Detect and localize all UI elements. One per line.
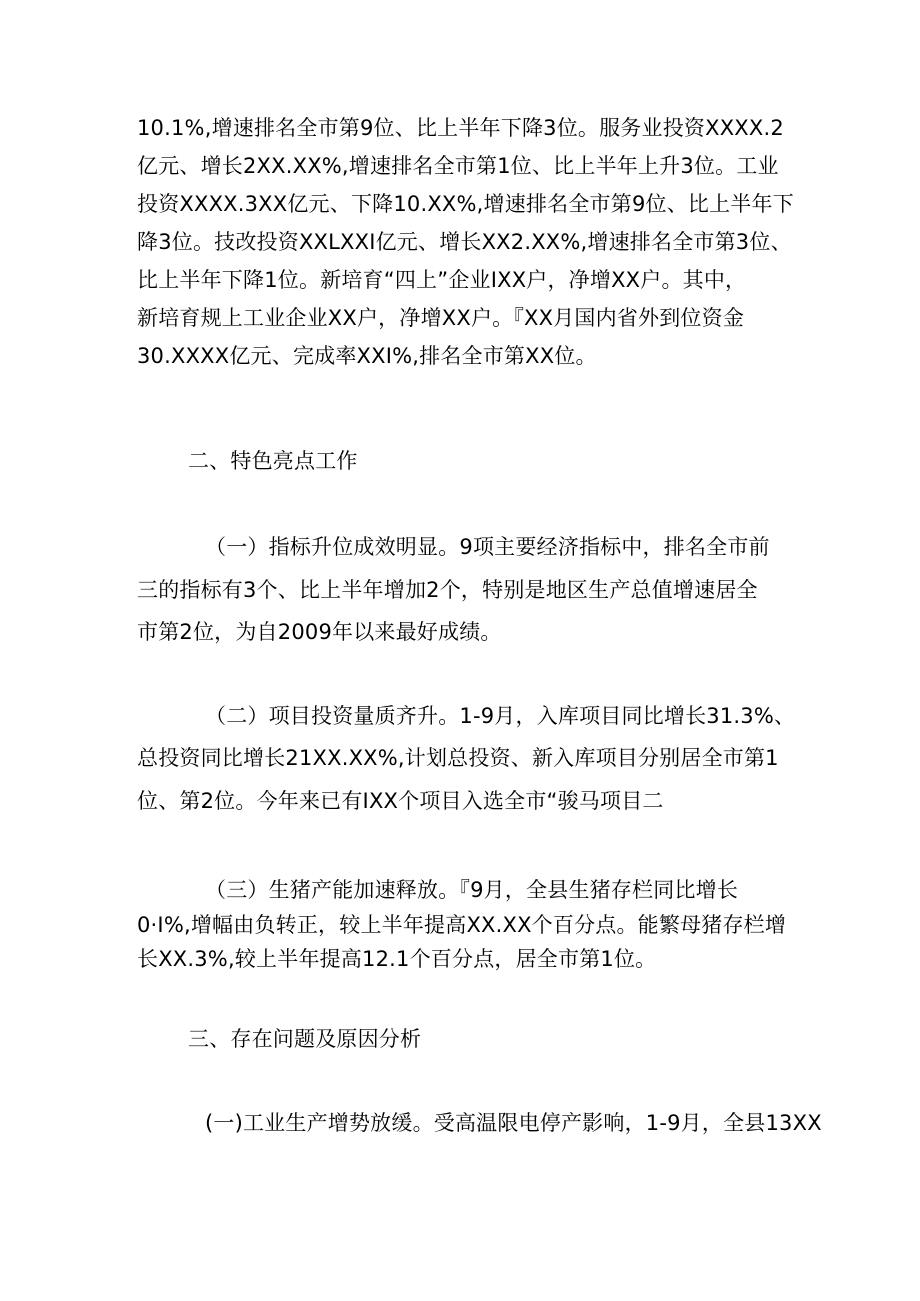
list-item-line: 位、第2位。今年来已有IXX个项目入选全市“骏马项目二: [137, 789, 664, 813]
list-item-line: 0·I%,增幅由负转正，较上半年提高XX.XX个百分点。能繁母猪存栏增: [137, 913, 787, 937]
list-item-line: （二）项目投资量质齐升。1-9月，入库项目同比增长31.3%、: [205, 704, 796, 728]
paragraph-line: 投资XXXX.3XX亿元、下降10.XX%,增速排名全市第9位、比上半年下: [137, 192, 794, 216]
paragraph-line: 30.XXXX亿元、完成率XXI%,排名全市第XX位。: [137, 344, 597, 368]
section-heading-3: 三、存在问题及原因分析: [188, 1027, 422, 1051]
paragraph-line: 比上半年下降1位。新培育“四上”企业IXX户，净增XX户。其中，: [137, 268, 747, 292]
list-item-line: （一）指标升位成效明显。9项主要经济指标中，排名全市前: [205, 535, 770, 559]
paragraph-line: 10.1%,增速排名全市第9位、比上半年下降3位。服务业投资XXXX.2: [137, 116, 784, 140]
paragraph-line: 新培育规上工业企业XX户，净增XX户。『XX月国内省外到位资金: [137, 306, 745, 330]
list-item-line: （三）生猪产能加速释放。『9月，全县生猪存栏同比增长: [205, 878, 739, 902]
list-item-line: (一)工业生产增势放缓。受高温限电停产影响，1-9月，全县13XX: [205, 1111, 822, 1135]
list-item-line: 三的指标有3个、比上半年增加2个，特别是地区生产总值增速居全: [137, 578, 758, 602]
list-item-line: 长XX.3%,较上半年提高12.1个百分点，居全市第1位。: [137, 947, 657, 971]
section-heading-2: 二、特色亮点工作: [188, 449, 358, 473]
list-item-line: 总投资同比增长21XX.XX%,计划总投资、新入库项目分别居全市第1: [137, 746, 779, 770]
list-item-line: 市第2位，为自2009年以来最好成绩。: [137, 620, 502, 644]
paragraph-line: 亿元、增长2XX.XX%,增速排名全市第1位、比上半年上升3位。工业: [137, 154, 779, 178]
paragraph-line: 降3位。技改投资XXLXXI亿元、增长XX2.XX%,增速排名全市第3位、: [137, 230, 792, 254]
